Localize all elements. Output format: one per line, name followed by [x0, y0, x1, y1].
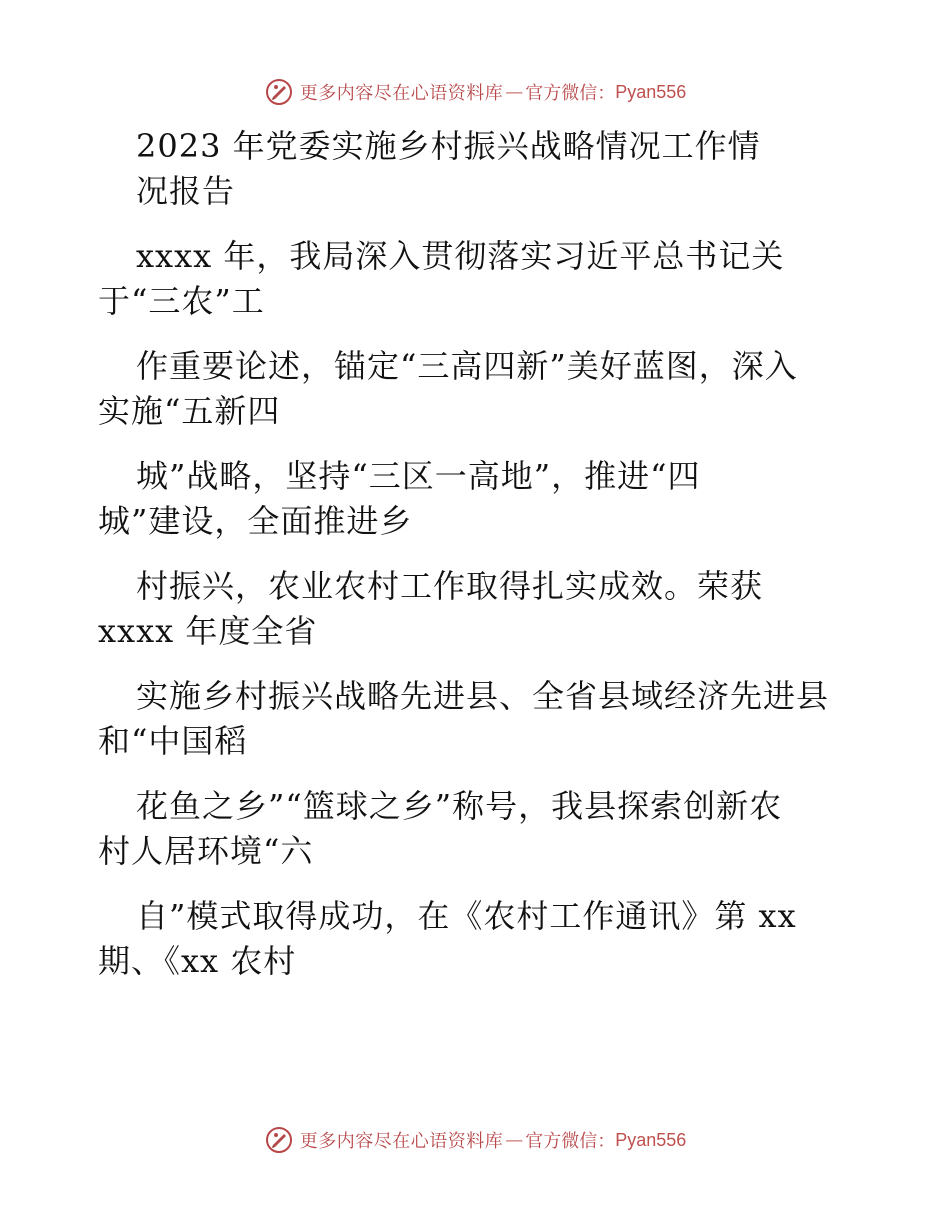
- title-line-1: 2023 年党委实施乡村振兴战略情况工作情: [136, 127, 761, 165]
- paragraph-line: 实施“五新四: [98, 392, 281, 430]
- paragraph-line: 村人居环境“六: [98, 832, 314, 870]
- pen-logo-icon: [264, 77, 294, 107]
- paragraph-line: 城”建设，全面推进乡: [98, 502, 413, 540]
- paragraph-line: 作重要论述，锚定“三高四新”美好蓝图，深入: [136, 347, 798, 385]
- footer-wechat-id: Pyan556: [615, 1129, 687, 1150]
- title-line-2: 况报告: [136, 172, 236, 210]
- banner-wechat-id: Pyan556: [615, 81, 687, 102]
- document-body: [98, 124, 868, 984]
- footer-banner-dash: —: [505, 1129, 524, 1151]
- footer-banner: [0, 1120, 950, 1160]
- banner-title: 更多内容尽在心语资料库: [299, 83, 504, 104]
- paragraph-line: 城”战略，坚持“三区一高地”，推进“四: [136, 457, 701, 495]
- banner-wechat-label: 官方微信：: [525, 83, 616, 104]
- footer-banner-title: 更多内容尽在心语资料库: [299, 1131, 504, 1152]
- paragraph-line: 实施乡村振兴战略先进县、全省县域经济先进县: [136, 677, 830, 715]
- paragraph-line: 村振兴，农业农村工作取得扎实成效。荣获: [136, 567, 764, 605]
- footer-wechat-label: 官方微信：: [525, 1131, 616, 1152]
- paragraph-line: 和“中国稻: [98, 722, 248, 760]
- paragraph-line: 花鱼之乡”“篮球之乡”称号，我县探索创新农: [136, 787, 783, 825]
- banner-dash: —: [505, 81, 524, 103]
- paragraph-line: 于“三农”工: [98, 282, 265, 320]
- paragraph-line: 期、《xx 农村: [98, 942, 297, 980]
- header-banner: [0, 72, 950, 112]
- paragraph-line: xxxx 年，我局深入贯彻落实习近平总书记关: [136, 237, 785, 275]
- pen-logo-icon: [264, 1125, 294, 1155]
- paragraph-line: xxxx 年度全省: [98, 612, 318, 650]
- paragraph-line: 自”模式取得成功，在《农村工作通讯》第 xx: [136, 897, 797, 935]
